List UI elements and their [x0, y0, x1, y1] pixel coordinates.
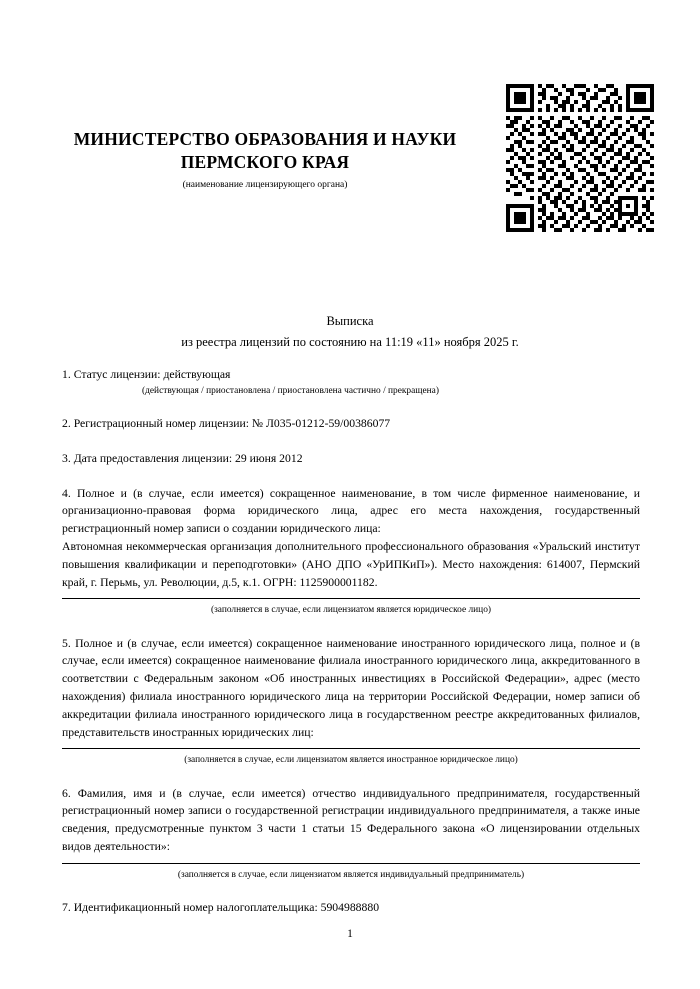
item-6-note: (заполняется в случае, если лицензиатом является индивидуальный предприниматель): [177, 869, 525, 880]
item-4-text: 4. Полное и (в случае, если имеется) сокращенное наименование, в том числе фирменное наименование, и организационно-правовая форма юридического лица, адрес его места нахождения, государственный регистрационный номер записи о создании юридического лица:: [62, 486, 640, 536]
item-4-rule: [62, 598, 640, 599]
item-3: [62, 450, 640, 468]
item-2: [62, 415, 640, 433]
item-6: [62, 785, 640, 882]
item-4: [62, 485, 640, 618]
page-number: 1: [347, 928, 353, 940]
authority-note: (наименование лицензирующего органа): [182, 180, 348, 191]
ministry-title: МИНИСТЕРСТВО ОБРАЗОВАНИЯ И НАУКИ ПЕРМСКОГО КРАЯ: [73, 129, 457, 173]
item-6-text: 6. Фамилия, имя и (в случае, если имеется) отчество индивидуального предпринимателя, государственный регистрационный номер записи о государственной регистрации индивидуального предпринимателя, а также иные сведения, предусмотренные пунктом 3 части 1 статьи 15 Федерального закона «О лицензировании отдельных видов деятельности»:: [62, 786, 640, 853]
item-5-rule: [62, 748, 640, 749]
item-2-text: 2. Регистрационный номер лицензии: № Л035-01212-59/00386077: [62, 417, 391, 431]
item-5-text: 5. Полное и (в случае, если имеется) сокращенное наименование иностранного юридического лица, полное и (в случае, если имеется) сокращенное наименование филиала иностранного юридического лица, аккредитованного в соответствии с Федеральным законом «Об иностранных инвестициях в Российской Федерации», адрес (место нахождения) филиала иностранного юридического лица на территории Российской Федерации, номер записи об аккредитации филиала иностранного юридического лица в государственном реестре аккредитованных филиалов, представительств иностранных юридических лиц:: [62, 636, 640, 739]
item-3-text: 3. Дата предоставления лицензии: 29 июня 2012: [62, 451, 303, 465]
item-1-text: 1. Статус лицензии: действующая: [62, 368, 231, 381]
document-header: [40, 128, 490, 190]
item-4-value: Автономная некоммерческая организация дополнительного профессионального образования «Уральский институт повышения квалификации и переподготовки» (АНО ДПО «УрИПКиП»). Место нахождения: 614007, Пермский край, г. Перьмь, ул. Революции, д.5, к.1. ОГРН: 1125900001182.: [62, 539, 640, 589]
item-7: [62, 899, 640, 917]
item-1: [62, 366, 640, 398]
qr-code-icon: [506, 84, 654, 232]
document-body: [62, 366, 640, 917]
title-line-2: из реестра лицензий по состоянию на 11:19 «11» ноября 2025 г.: [181, 334, 519, 349]
title-line-1: Выписка: [326, 314, 374, 328]
item-5-note: (заполняется в случае, если лицензиатом является иностранное юридическое лицо): [184, 755, 518, 766]
item-7-text: 7. Идентификационный номер налогоплательщика: 5904988880: [62, 901, 380, 915]
item-5: [62, 635, 640, 768]
item-4-note: (заполняется в случае, если лицензиатом является юридическое лицо): [210, 605, 491, 616]
document-title: [60, 311, 640, 352]
item-1-note: (действующая / приостановлена / приостановлена частично / прекращена): [142, 385, 439, 396]
item-6-rule: [62, 863, 640, 864]
